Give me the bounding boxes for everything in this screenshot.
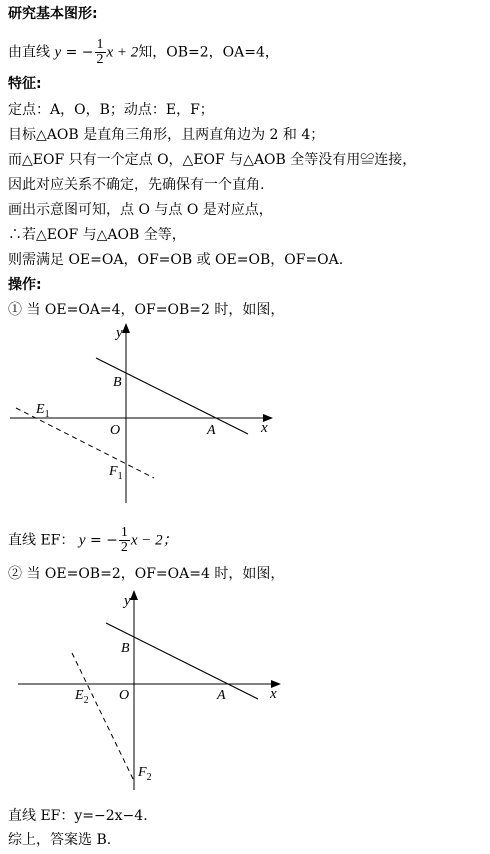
case2-figure: [0, 585, 300, 795]
case1-o-label: O: [110, 423, 121, 438]
intro-frac-den: 2: [96, 52, 104, 67]
feature-line-1: 定点：A，O，B；动点：E，F；: [8, 102, 214, 118]
case1-f-label: $F_1$: [109, 464, 123, 482]
case1-result-sign: = −: [85, 532, 118, 549]
conclusion: 综上，答案选 B.: [8, 832, 112, 848]
case2-o-label: O: [119, 688, 130, 703]
feature-line-5: 画出示意图可知，点 O 与点 O 是对应点，: [8, 202, 273, 218]
case2-f-label: $F_2$: [138, 765, 152, 783]
intro-suffix: 知，OB=2，OA=4，: [138, 44, 279, 61]
case1-title: ① 当 OE=OA=4，OF=OB=2 时，如图，: [8, 302, 285, 318]
feature-line-7: 则需满足 OE=OA，OF=OB 或 OE=OB，OF=OA.: [8, 252, 344, 268]
feature-line-4: 因此对应关系不确定，先确保有一个直角.: [8, 177, 265, 193]
case2-e-label: $E_2$: [75, 688, 89, 706]
case2-y-label: y: [124, 593, 131, 609]
case1-a-label: A: [207, 423, 216, 438]
case2-b-label: B: [121, 641, 130, 656]
case1-frac-den: 2: [120, 540, 128, 555]
case2-line-ef: [72, 653, 134, 781]
case1-result-prefix: 直线 EF：: [8, 532, 75, 549]
heading: 研究基本图形:: [8, 6, 98, 22]
intro-line: [8, 38, 279, 67]
case2-result: 直线 EF：y=−2x−4.: [8, 808, 148, 824]
case1-result-lhs: y: [78, 532, 86, 549]
intro-eq-sign: = −: [61, 44, 94, 61]
case1-fraction: [119, 526, 130, 555]
operation-heading: 操作:: [8, 277, 42, 293]
case2-a-label: A: [217, 688, 226, 703]
intro-fraction: [95, 38, 106, 67]
feature-line-6: ∴若△EOF 与△AOB 全等，: [8, 227, 186, 243]
case1-x-label: x: [261, 420, 268, 436]
case1-frac-num: 1: [120, 525, 128, 540]
case1-b-label: B: [113, 375, 122, 390]
feature-line-2: 目标△AOB 是直角三角形，且两直角边为 2 和 4；: [8, 127, 325, 143]
intro-frac-num: 1: [96, 37, 104, 52]
case2-title: ② 当 OE=OB=2，OF=OA=4 时，如图，: [8, 566, 285, 582]
case1-e-label: $E_1$: [36, 402, 50, 420]
features-heading: 特征:: [8, 76, 42, 92]
intro-eq-rest: x + 2: [106, 44, 139, 61]
case2-x-label: x: [270, 686, 277, 702]
case1-y-label: y: [116, 325, 123, 341]
case1-figure: [0, 318, 300, 508]
case1-result: [8, 526, 178, 555]
intro-prefix: 由直线: [8, 44, 50, 61]
feature-line-3: 而△EOF 只有一个定点 O，△EOF 与△AOB 全等没有用≌连接，: [8, 152, 417, 168]
intro-eq-lhs: y: [54, 44, 62, 61]
case1-result-rest: x − 2；: [130, 532, 178, 549]
